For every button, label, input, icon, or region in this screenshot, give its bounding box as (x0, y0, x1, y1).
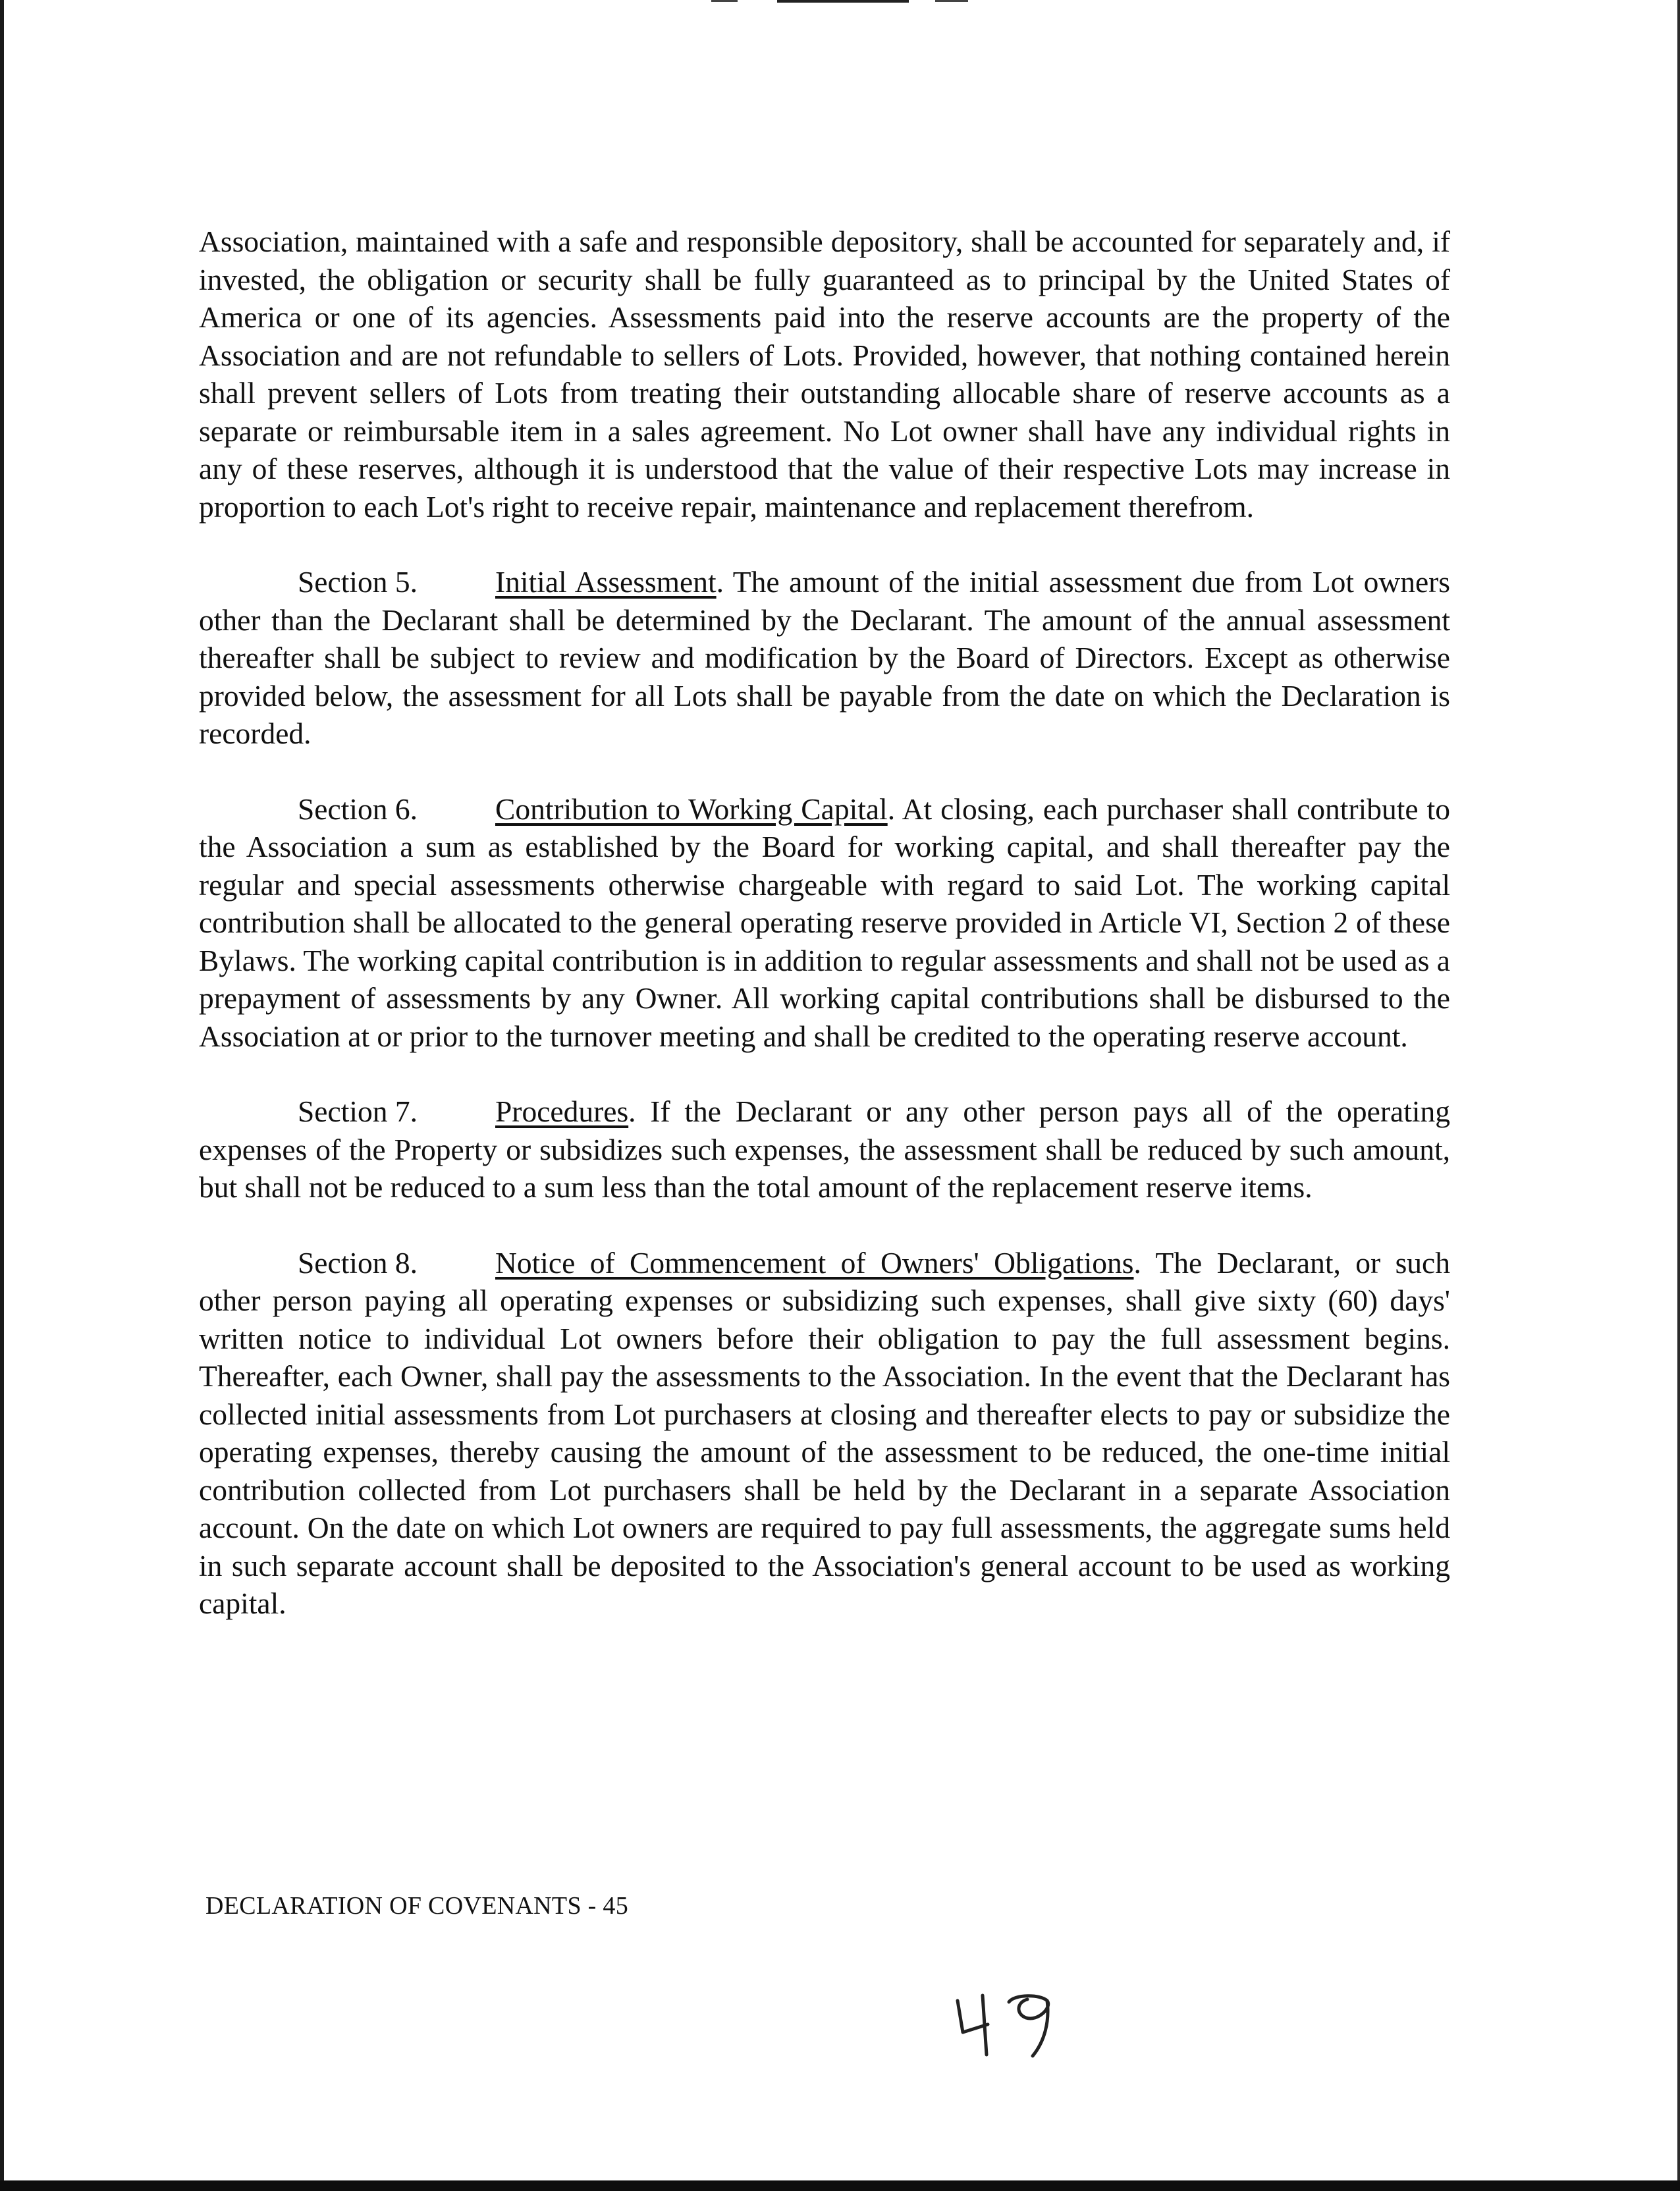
section-number: Section 8. (298, 1245, 418, 1280)
section-text: . At closing, each purchaser shall contribute to the Association a sum as established by the Board for working capital, and shall thereafter pay the regular and special assessments otherwise chargeable with regard to said Lot. The working capital contribution shall be allocated to the general operating reserve provided in Article VI, Section 2 of these Bylaws. The working capital contribution is in addition to regular assessments and shall not be used as a prepayment of assessments by any Owner. All working capital contributions shall be disbursed to the Association at or prior to the turnover meeting and shall be credited to the operating reserve account. (199, 792, 1450, 1053)
handwritten-page-number (948, 1989, 1073, 2061)
section-text: . The Declarant, or such other person paying all operating expenses or subsidizing such expenses, shall give sixty (60) days' written notice to individual Lot owners before their obligation to pay the full assessment begins. Thereafter, each Owner, shall pay the assessments to the Association. In the event that the Declarant has collected initial assessments from Lot purchasers at closing and thereafter elects to pay or subsidize the operating expenses, thereby causing the amount of the assessment to be reduced, the one-time initial contribution collected from Lot purchasers shall be held by the Declarant in a separate Association account. On the date on which Lot owners are required to pay full assessments, the aggregate sums held in such separate account shall be deposited to the Association's general account to be used as working capital. (199, 1245, 1451, 1620)
page-footer: DECLARATION OF COVENANTS - 45 (205, 1892, 629, 1920)
section-title: Contribution to Working Capital (495, 792, 888, 826)
intro-paragraph: Association, maintained with a safe and responsible depository, shall be accounted for separately and, if invested, the obligation or security shall be fully guaranteed as to principal by the United States of America or one of its agencies. Assessments paid into the reserve accounts are the property of the Association and are not refundable to sellers of Lots. Provided, however, that nothing contained herein shall prevent sellers of Lots from treating their outstanding allocable share of reserve accounts as a separate or reimbursable item in a sales agreement. No Lot owner shall have any individual rights in any of these reserves, although it is understood that the value of their respective Lots may increase in proportion to each Lot's right to receive repair, maintenance and replacement therefrom. (199, 225, 1450, 524)
section-number: Section 5. (298, 565, 418, 599)
scan-edge-right (1677, 0, 1680, 2191)
section-title: Procedures (495, 1095, 629, 1128)
scan-edge-bottom (0, 2180, 1680, 2191)
section-title: Initial Assessment (495, 565, 717, 599)
section-7 (199, 1093, 1450, 1206)
scan-top-marks (698, 0, 994, 4)
section-text: . If the Declarant or any other person pays all of the operating expenses of the Property or subsidizes such expenses, the assessment shall be reduced by such amount, but shall not be reduced to a sum less than the total amount of the replacement reserve items. (199, 1095, 1450, 1204)
scan-edge-left (0, 0, 4, 2191)
document-body (199, 223, 1450, 1623)
section-title: Notice of Commencement of Owners' Obligations (495, 1245, 1134, 1280)
section-number: Section 6. (298, 792, 418, 826)
section-text: . The amount of the initial assessment due from Lot owners other than the Declarant shall be determined by the Declarant. The amount of the annual assessment thereafter shall be subject to review and modification by the Board of Directors. Except as otherwise provided below, the assessment for all Lots shall be payable from the date on which the Declaration is recorded. (199, 565, 1451, 750)
section-6 (199, 790, 1450, 1056)
section-number: Section 7. (298, 1095, 418, 1128)
section-5 (199, 563, 1450, 753)
section-8 (199, 1244, 1450, 1623)
